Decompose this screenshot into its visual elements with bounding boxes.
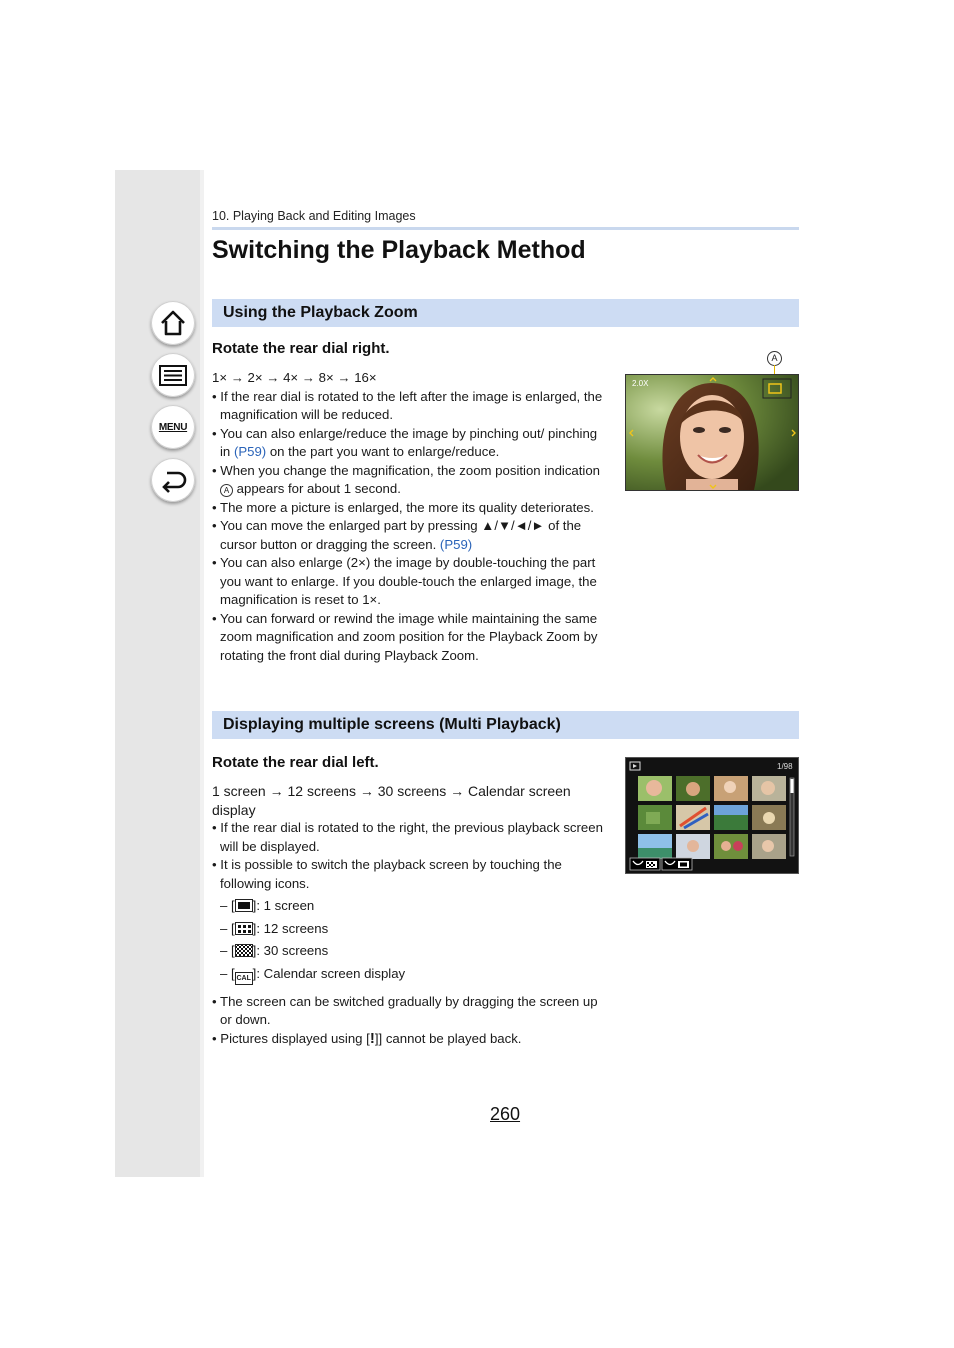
header-rule bbox=[212, 227, 799, 230]
sidebar-edge bbox=[200, 170, 204, 1177]
section-title: Using the Playback Zoom bbox=[223, 304, 418, 321]
burst-mode-icon: ! bbox=[369, 1029, 375, 1047]
page-number[interactable]: 260 bbox=[490, 1104, 521, 1124]
multi-playback-image bbox=[625, 757, 799, 874]
list-item: • Pictures displayed using [!]] cannot be played back. bbox=[212, 1029, 522, 1047]
scrollbar-thumb[interactable] bbox=[791, 779, 794, 793]
home-icon bbox=[158, 308, 188, 338]
page-link[interactable]: (P59) bbox=[233, 444, 267, 459]
callout-marker: A bbox=[767, 351, 782, 366]
contents-button[interactable] bbox=[151, 353, 195, 397]
list-item: • If the rear dial is rotated to the right, the previous playback screen will be displayed. bbox=[212, 820, 603, 854]
zoom-sequence: 1× → 2× → 4× → 8× → 16× bbox=[212, 370, 377, 385]
list-item: • You can forward or rewind the image while maintaining the same zoom magnification and zoom position for the Playback Zoom by rotating the front dial during Playback Zoom. bbox=[212, 610, 598, 663]
list-item: • If the rear dial is rotated to the left after the image is enlarged, the magnification will be reduced. bbox=[212, 388, 603, 422]
list-item: – [ ]: 1 screen bbox=[220, 898, 315, 913]
section-title: Displaying multiple screens (Multi Playback) bbox=[223, 716, 561, 733]
single-screen-icon bbox=[235, 899, 253, 912]
list-item: – [ ]: 30 screens bbox=[220, 943, 329, 958]
step-instruction: Rotate the rear dial right. bbox=[212, 340, 390, 357]
home-button[interactable] bbox=[151, 301, 195, 345]
back-arrow-icon bbox=[158, 465, 188, 495]
multi-body bbox=[212, 782, 604, 1048]
list-item: • It is possible to switch the playback screen by touching the following icons. bbox=[212, 857, 562, 891]
list-item: – [ CAL ]: Calendar screen display bbox=[212, 965, 604, 985]
calendar-icon: CAL bbox=[235, 972, 253, 985]
step-instruction: Rotate the rear dial left. bbox=[212, 754, 379, 771]
menu-button[interactable] bbox=[151, 405, 195, 449]
menu-label: MENU bbox=[158, 421, 188, 433]
switch-single-screen-button[interactable] bbox=[662, 858, 692, 870]
breadcrumb: 10. Playing Back and Editing Images bbox=[212, 209, 416, 223]
callout-marker: A bbox=[220, 484, 233, 497]
image-counter: 1/98 bbox=[777, 762, 793, 771]
list-item: • When you change the magnification, the zoom position indication A appears for about 1 second. bbox=[212, 462, 601, 496]
screen-sequence: 1 screen → 12 screens → 30 screens → Calendar screen display bbox=[212, 783, 571, 818]
zoom-body bbox=[212, 369, 604, 665]
list-item: • The more a picture is enlarged, the more its quality deteriorates. bbox=[212, 499, 594, 515]
thumbnail-grid bbox=[626, 758, 798, 873]
page-link[interactable]: (P59) bbox=[439, 536, 473, 552]
twelve-screens-icon bbox=[235, 922, 253, 935]
list-item: • The screen can be switched gradually by dragging the screen up or down. bbox=[212, 993, 598, 1027]
list-item: • You can also enlarge/reduce the image by pinching out/ pinching in (P59) on the part you want to enlarge/reduce. bbox=[212, 425, 598, 459]
page-title: Switching the Playback Method bbox=[212, 236, 586, 264]
playback-zoom-image bbox=[625, 374, 799, 491]
list-item: • You can also enlarge (2×) the image by double-touching the part you want to enlarge. If you double-touch the enlarged image, the magnification is reset to 1×. bbox=[212, 555, 597, 607]
zoomed-portrait-photo bbox=[626, 375, 798, 490]
section-header-playback-zoom bbox=[212, 299, 799, 327]
list-icon bbox=[158, 360, 188, 390]
back-button[interactable] bbox=[151, 458, 195, 502]
list-item: • You can move the enlarged part by pressing ▲/▼/◄/► of the cursor button or dragging the screen. (P59) bbox=[212, 518, 582, 552]
zoom-level: 2.0X bbox=[632, 379, 649, 388]
switch-30-screens-button[interactable] bbox=[630, 858, 660, 870]
list-item: – [ ]: 12 screens bbox=[220, 920, 329, 936]
section-header-multi-playback bbox=[212, 711, 799, 739]
thirty-screens-icon bbox=[235, 944, 253, 957]
